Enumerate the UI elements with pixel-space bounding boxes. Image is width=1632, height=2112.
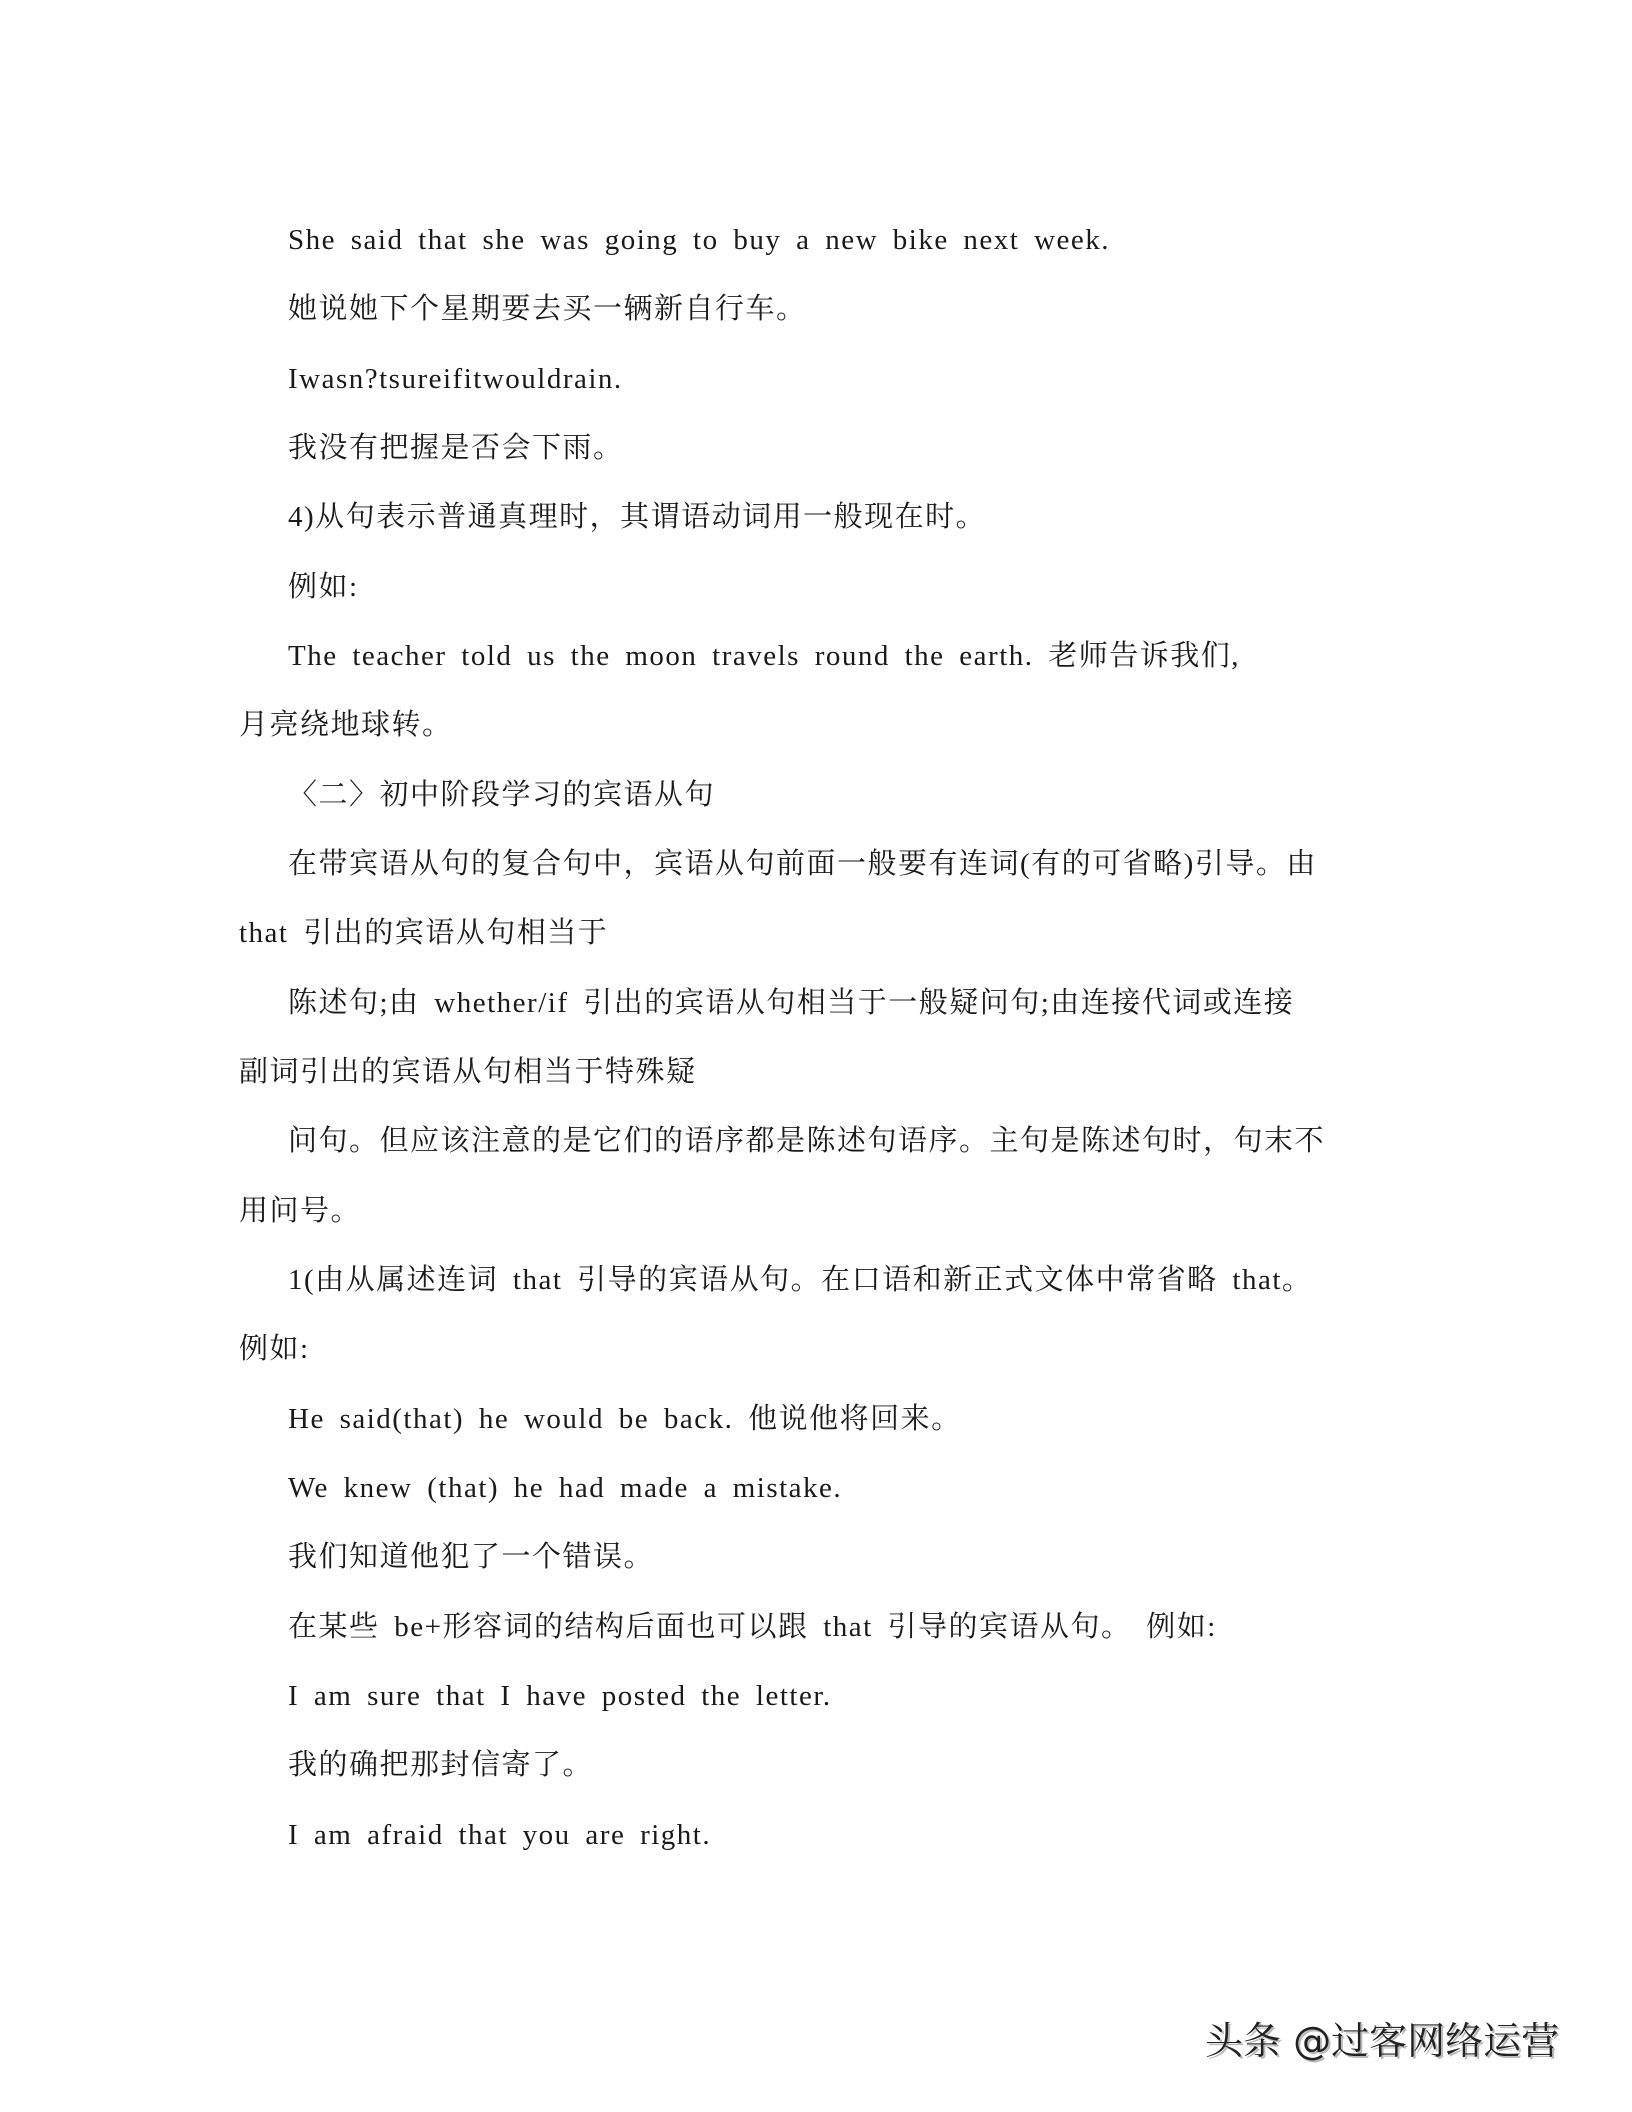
- text-line: 用问号。: [239, 1194, 362, 1227]
- text-line: Iwasn?tsureifitwouldrain.: [288, 362, 623, 395]
- text-line: that 引出的宾语从句相当于: [239, 917, 609, 950]
- text-line: He said(that) he would be back. 他说他将回来。: [288, 1402, 962, 1435]
- text-line: 1(由从属述连词 that 引导的宾语从句。在口语和新正式文体中常省略 that。: [288, 1263, 1313, 1296]
- text-line: 4)从句表示普通真理时，其谓语动词用一般现在时。: [288, 501, 987, 534]
- text-line: 我们知道他犯了一个错误。: [288, 1541, 655, 1574]
- text-line: 在某些 be+形容词的结构后面也可以跟 that 引导的宾语从句。 例如:: [288, 1610, 1217, 1643]
- text-line: 例如:: [239, 1333, 310, 1366]
- text-line: The teacher told us the moon travels round the earth. 老师告诉我们,: [288, 639, 1241, 672]
- text-line: 副词引出的宾语从句相当于特殊疑: [239, 1055, 697, 1088]
- text-line: 她说她下个星期要去买一辆新自行车。: [288, 293, 807, 326]
- watermark: 头条 @过客网络运营: [1205, 2019, 1560, 2063]
- text-line: 陈述句;由 whether/if 引出的宾语从句相当于一般疑问句;由连接代词或连接: [288, 986, 1295, 1019]
- text-line: I am afraid that you are right.: [288, 1818, 712, 1851]
- text-line: 在带宾语从句的复合句中，宾语从句前面一般要有连词(有的可省略)引导。由: [288, 847, 1317, 880]
- text-line: I am sure that I have posted the letter.: [288, 1679, 832, 1712]
- text-line: 例如:: [288, 570, 359, 603]
- text-line: 我没有把握是否会下雨。: [288, 431, 624, 464]
- text-line: 〈二〉初中阶段学习的宾语从句: [288, 778, 716, 811]
- text-line: We knew (that) he had made a mistake.: [288, 1471, 843, 1504]
- text-line: 月亮绕地球转。: [239, 709, 453, 742]
- text-line: 问句。但应该注意的是它们的语序都是陈述句语序。主句是陈述句时，句末不: [288, 1125, 1326, 1158]
- text-line: She said that she was going to buy a new bike next week.: [288, 224, 1111, 256]
- text-line: 我的确把那封信寄了。: [288, 1749, 594, 1782]
